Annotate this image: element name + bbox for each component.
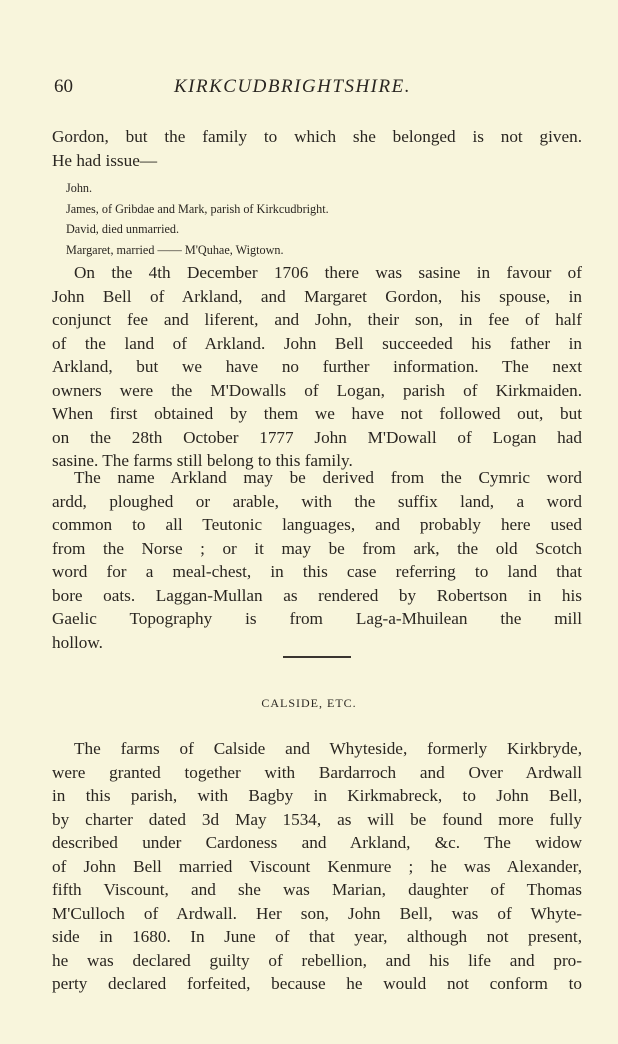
text-line: by charter dated 3d May 1534, as will be found more fully (52, 809, 582, 829)
text-line: Gordon, but the family to which she belonged is not given. (52, 127, 582, 146)
list-item: James, of Gribdae and Mark, parish of Kirkcudbright. (66, 201, 329, 216)
text-line: of John Bell married Viscount Kenmure ; he was Alexander, (52, 856, 582, 876)
text-line: Gaelic Topography is from Lag-a-Mhuilean the mill (52, 609, 582, 628)
section-divider (283, 656, 351, 658)
running-header (54, 76, 584, 104)
text-line: described under Cardoness and Arkland, &c. The widow (52, 833, 582, 852)
text-line: conjunct fee and liferent, and John, their son, in fee of half (52, 310, 582, 329)
page-number: 60 (54, 76, 73, 97)
text-line: ardd, ploughed or arable, with the suffix land, a word (52, 491, 582, 511)
text-line: When first obtained by them we have not followed out, but (52, 404, 582, 423)
text-line: On the 4th December 1706 there was sasine in favour of (74, 263, 582, 282)
paragraph-3 (52, 466, 582, 654)
text-line: in this parish, with Bagby in Kirkmabreck, to John Bell, (52, 786, 582, 805)
text-line: hollow. (52, 632, 103, 652)
list-item: David, died unmarried. (66, 222, 180, 236)
text-line: The farms of Calside and Whyteside, formerly Kirkbryde, (74, 739, 582, 758)
text-line: owners were the M'Dowalls of Logan, parish of Kirkmaiden. (52, 380, 582, 400)
text-line: side in 1680. In June of that year, although not present, (52, 927, 582, 946)
text-line: he was declared guilty of rebellion, and his life and pro- (52, 950, 582, 970)
running-title: KIRKCUDBRIGHTSHIRE. (174, 76, 411, 97)
text-line: He had issue— (52, 150, 158, 170)
text-line: on the 28th October 1777 John M'Dowall of Logan had (52, 427, 582, 447)
paragraph-2 (52, 261, 582, 473)
text-line: from the Norse ; or it may be from ark, the old Scotch (52, 538, 582, 558)
text-line: The name Arkland may be derived from the Cymric word (74, 468, 582, 487)
text-line: Arkland, but we have no further information. The next (52, 357, 582, 376)
text-line: common to all Teutonic languages, and probably here used (52, 515, 582, 534)
text-line: bore oats. Laggan-Mullan as rendered by Robertson in his (52, 585, 582, 605)
list-item: Margaret, married —— M'Quhae, Wigtown. (66, 242, 284, 257)
text-line: fifth Viscount, and she was Marian, daughter of Thomas (52, 880, 582, 899)
paragraph-1 (52, 125, 582, 172)
text-line: word for a meal-chest, in this case referring to land that (52, 562, 582, 581)
section-heading: CALSIDE, ETC. (261, 696, 357, 710)
issue-list (66, 178, 329, 260)
text-line: John Bell of Arkland, and Margaret Gordon, his spouse, in (52, 286, 582, 306)
list-item: John. (66, 181, 93, 195)
text-line: perty declared forfeited, because he would not conform to (52, 974, 582, 993)
text-line: were granted together with Bardarroch and Over Ardwall (52, 762, 582, 782)
paragraph-4 (52, 737, 582, 996)
text-line: M'Culloch of Ardwall. Her son, John Bell, was of Whyte- (52, 903, 582, 923)
text-line: sasine. The farms still belong to this family. (52, 451, 353, 470)
text-line: of the land of Arkland. John Bell succeeded his father in (52, 333, 582, 353)
